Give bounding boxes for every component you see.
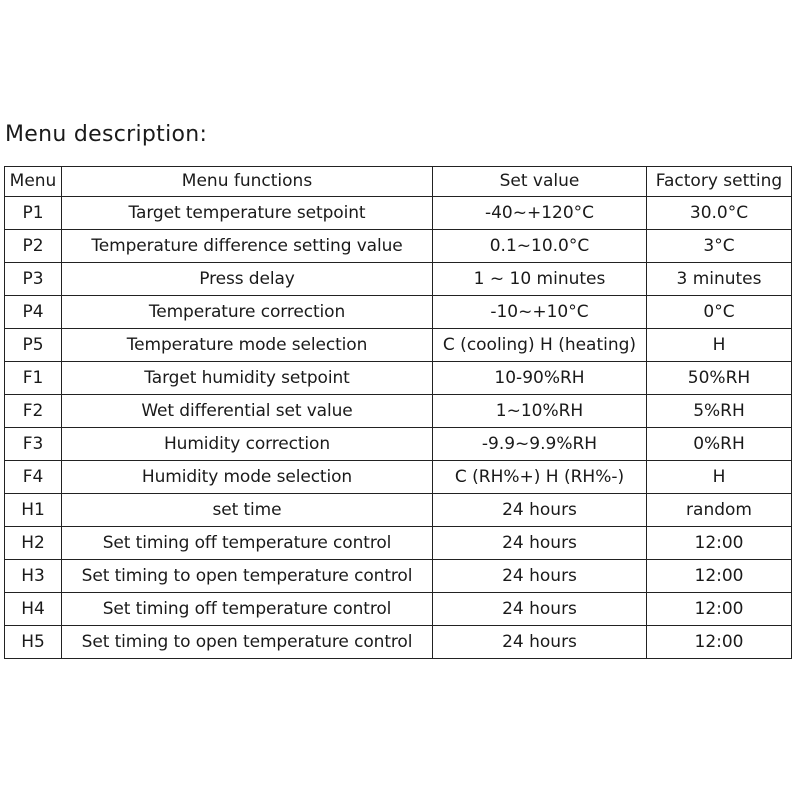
column-header-factory-setting: Factory setting [647, 167, 792, 197]
table-row [5, 362, 792, 395]
factory-setting-cell: 12:00 [647, 527, 792, 560]
menu-code-cell: F1 [5, 362, 62, 395]
menu-code-cell: P3 [5, 263, 62, 296]
column-header-set-value: Set value [433, 167, 647, 197]
column-header-menu: Menu [5, 167, 62, 197]
menu-code-cell: F3 [5, 428, 62, 461]
table-row [5, 296, 792, 329]
page-title: Menu description: [5, 122, 208, 147]
set-value-cell: 24 hours [433, 593, 647, 626]
menu-function-cell: set time [62, 494, 433, 527]
menu-function-cell: Target temperature setpoint [62, 197, 433, 230]
factory-setting-cell: 3°C [647, 230, 792, 263]
factory-setting-cell: H [647, 461, 792, 494]
table-header-row [5, 167, 792, 197]
table-row [5, 395, 792, 428]
factory-setting-cell: 50%RH [647, 362, 792, 395]
menu-function-cell: Humidity mode selection [62, 461, 433, 494]
menu-function-cell: Temperature mode selection [62, 329, 433, 362]
menu-function-cell: Wet differential set value [62, 395, 433, 428]
set-value-cell: -9.9~9.9%RH [433, 428, 647, 461]
table-row [5, 560, 792, 593]
factory-setting-cell: 5%RH [647, 395, 792, 428]
factory-setting-cell: 12:00 [647, 560, 792, 593]
set-value-cell: -40~+120°C [433, 197, 647, 230]
menu-function-cell: Target humidity setpoint [62, 362, 433, 395]
set-value-cell: 24 hours [433, 527, 647, 560]
table-row [5, 527, 792, 560]
table-row [5, 428, 792, 461]
menu-code-cell: F4 [5, 461, 62, 494]
factory-setting-cell: 0°C [647, 296, 792, 329]
menu-function-cell: Humidity correction [62, 428, 433, 461]
table-row [5, 494, 792, 527]
menu-code-cell: P1 [5, 197, 62, 230]
table-row [5, 626, 792, 659]
table-row [5, 329, 792, 362]
set-value-cell: 1 ~ 10 minutes [433, 263, 647, 296]
menu-function-cell: Set timing to open temperature control [62, 560, 433, 593]
menu-code-cell: P5 [5, 329, 62, 362]
factory-setting-cell: H [647, 329, 792, 362]
table-row [5, 230, 792, 263]
table-row [5, 461, 792, 494]
menu-code-cell: P4 [5, 296, 62, 329]
factory-setting-cell: random [647, 494, 792, 527]
menu-code-cell: H2 [5, 527, 62, 560]
factory-setting-cell: 3 minutes [647, 263, 792, 296]
set-value-cell: 24 hours [433, 494, 647, 527]
set-value-cell: -10~+10°C [433, 296, 647, 329]
set-value-cell: C (cooling) H (heating) [433, 329, 647, 362]
factory-setting-cell: 0%RH [647, 428, 792, 461]
menu-function-cell: Set timing to open temperature control [62, 626, 433, 659]
menu-code-cell: H3 [5, 560, 62, 593]
menu-function-cell: Press delay [62, 263, 433, 296]
menu-function-cell: Temperature correction [62, 296, 433, 329]
factory-setting-cell: 30.0°C [647, 197, 792, 230]
menu-function-cell: Temperature difference setting value [62, 230, 433, 263]
menu-function-cell: Set timing off temperature control [62, 593, 433, 626]
set-value-cell: 10-90%RH [433, 362, 647, 395]
set-value-cell: 1~10%RH [433, 395, 647, 428]
menu-code-cell: H5 [5, 626, 62, 659]
table-row [5, 593, 792, 626]
set-value-cell: 24 hours [433, 626, 647, 659]
menu-table [4, 166, 792, 659]
factory-setting-cell: 12:00 [647, 626, 792, 659]
menu-code-cell: P2 [5, 230, 62, 263]
set-value-cell: 0.1~10.0°C [433, 230, 647, 263]
menu-function-cell: Set timing off temperature control [62, 527, 433, 560]
factory-setting-cell: 12:00 [647, 593, 792, 626]
table-row [5, 263, 792, 296]
column-header-functions: Menu functions [62, 167, 433, 197]
set-value-cell: C (RH%+) H (RH%-) [433, 461, 647, 494]
table-row [5, 197, 792, 230]
menu-code-cell: F2 [5, 395, 62, 428]
menu-code-cell: H1 [5, 494, 62, 527]
set-value-cell: 24 hours [433, 560, 647, 593]
menu-code-cell: H4 [5, 593, 62, 626]
